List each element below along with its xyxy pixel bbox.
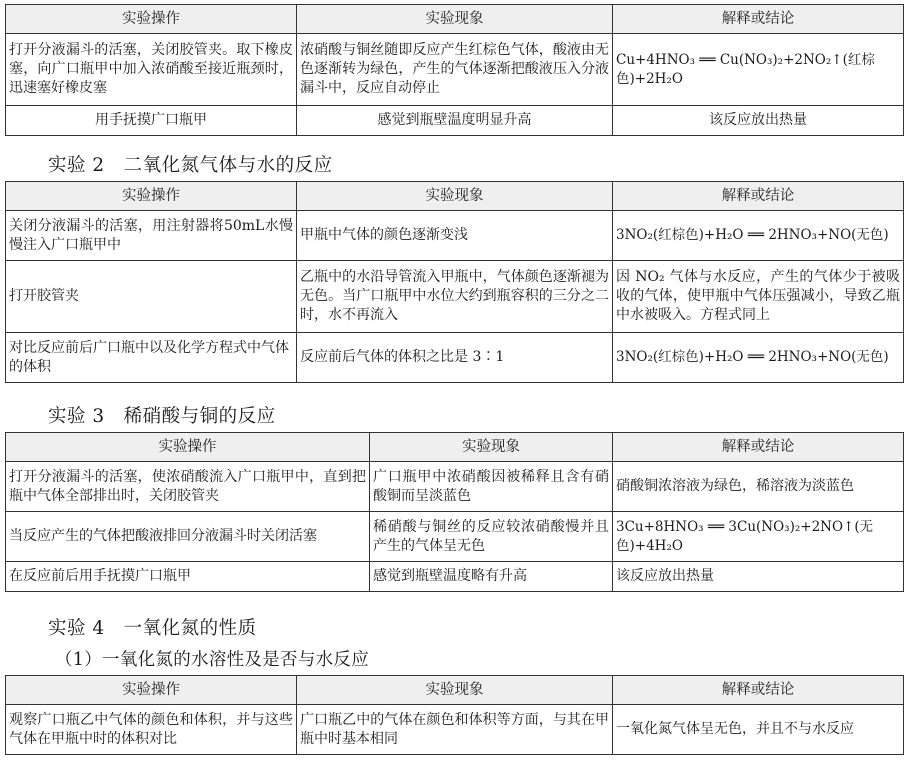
table-row xyxy=(6,512,904,562)
cell-operation: 观察广口瓶乙中气体的颜色和体积，并与这些气体在甲瓶中时的体积对比 xyxy=(6,705,297,755)
exp2-table xyxy=(5,181,904,383)
header-phenomenon: 实验现象 xyxy=(370,433,613,462)
cell-phenomenon: 感觉到瓶壁温度明显升高 xyxy=(297,106,613,136)
cell-phenomenon: 稀硝酸与铜丝的反应较浓硝酸慢并且产生的气体呈无色 xyxy=(370,512,613,562)
header-phenomenon: 实验现象 xyxy=(297,182,613,211)
table-header-row xyxy=(6,676,904,705)
exp4-table xyxy=(5,675,904,755)
cell-operation: 在反应前后用手抚摸广口瓶甲 xyxy=(6,562,370,592)
table-row xyxy=(6,562,904,592)
cell-phenomenon: 甲瓶中气体的颜色逐渐变浅 xyxy=(297,211,613,261)
cell-conclusion: 硝酸铜浓溶液为绿色，稀溶液为淡蓝色 xyxy=(613,462,904,512)
header-conclusion: 解释或结论 xyxy=(613,5,904,34)
exp3-table xyxy=(5,432,904,592)
table-row xyxy=(6,261,904,333)
exp1-table xyxy=(5,4,904,136)
table-row xyxy=(6,106,904,136)
table-row xyxy=(6,333,904,383)
table-row xyxy=(6,705,904,755)
cell-conclusion: 该反应放出热量 xyxy=(613,562,904,592)
header-operation: 实验操作 xyxy=(6,5,297,34)
table-header-row xyxy=(6,5,904,34)
exp3-title: 实验 3 稀硝酸与铜的反应 xyxy=(48,406,276,427)
cell-conclusion: 3NO₂(红棕色)+H₂O ══ 2HNO₃+NO(无色) xyxy=(613,333,904,383)
cell-operation: 打开分液漏斗的活塞，使浓硝酸流入广口瓶甲中，直到把瓶中气体全部排出时，关闭胶管夹 xyxy=(6,462,370,512)
cell-phenomenon: 反应前后气体的体积之比是 3∶1 xyxy=(297,333,613,383)
cell-operation: 用手抚摸广口瓶甲 xyxy=(6,106,297,136)
cell-phenomenon: 浓硝酸与铜丝随即反应产生红棕色气体，酸液由无色逐渐转为绿色，产生的气体逐渐把酸液压入分液漏斗中，反应自动停止 xyxy=(297,34,613,106)
header-phenomenon: 实验现象 xyxy=(297,676,613,705)
cell-conclusion: 该反应放出热量 xyxy=(613,106,904,136)
table-row xyxy=(6,34,904,106)
cell-conclusion: 一氧化氮气体呈无色，并且不与水反应 xyxy=(613,705,904,755)
exp4-title: 实验 4 一氧化氮的性质 xyxy=(48,618,257,639)
cell-conclusion: Cu+4HNO₃ ══ Cu(NO₃)₂+2NO₂↑(红棕色)+2H₂O xyxy=(613,34,904,106)
cell-conclusion: 3NO₂(红棕色)+H₂O ══ 2HNO₃+NO(无色) xyxy=(613,211,904,261)
header-conclusion: 解释或结论 xyxy=(613,433,904,462)
cell-phenomenon: 广口瓶甲中浓硝酸因被稀释且含有硝酸铜而呈淡蓝色 xyxy=(370,462,613,512)
cell-phenomenon: 乙瓶中的水沿导管流入甲瓶中，气体颜色逐渐褪为无色。当广口瓶甲中水位大约到瓶容积的三分之二时，水不再流入 xyxy=(297,261,613,333)
cell-phenomenon: 广口瓶乙中的气体在颜色和体积等方面，与其在甲瓶中时基本相同 xyxy=(297,705,613,755)
cell-operation: 关闭分液漏斗的活塞，用注射器将50mL水慢慢注入广口瓶甲中 xyxy=(6,211,297,261)
cell-operation: 打开分液漏斗的活塞，关闭胶管夹。取下橡皮塞，向广口瓶甲中加入浓硝酸至接近瓶颈时，迅速塞好橡皮塞 xyxy=(6,34,297,106)
cell-operation: 当反应产生的气体把酸液排回分液漏斗时关闭活塞 xyxy=(6,512,370,562)
header-conclusion: 解释或结论 xyxy=(613,182,904,211)
table-row xyxy=(6,211,904,261)
table-header-row xyxy=(6,182,904,211)
header-operation: 实验操作 xyxy=(6,676,297,705)
exp4-subtitle: （1）一氧化氮的水溶性及是否与水反应 xyxy=(55,650,370,670)
cell-conclusion: 3Cu+8HNO₃ ══ 3Cu(NO₃)₂+2NO↑(无色)+4H₂O xyxy=(613,512,904,562)
exp2-title: 实验 2 二氧化氮气体与水的反应 xyxy=(48,155,333,176)
header-operation: 实验操作 xyxy=(6,182,297,211)
header-conclusion: 解释或结论 xyxy=(613,676,904,705)
table-header-row xyxy=(6,433,904,462)
cell-operation: 打开胶管夹 xyxy=(6,261,297,333)
cell-conclusion: 因 NO₂ 气体与水反应，产生的气体少于被吸收的气体，使甲瓶中气体压强减小，导致乙瓶中水被吸入。方程式同上 xyxy=(613,261,904,333)
table-row xyxy=(6,462,904,512)
cell-phenomenon: 感觉到瓶壁温度略有升高 xyxy=(370,562,613,592)
cell-operation: 对比反应前后广口瓶中以及化学方程式中气体的体积 xyxy=(6,333,297,383)
header-operation: 实验操作 xyxy=(6,433,370,462)
header-phenomenon: 实验现象 xyxy=(297,5,613,34)
